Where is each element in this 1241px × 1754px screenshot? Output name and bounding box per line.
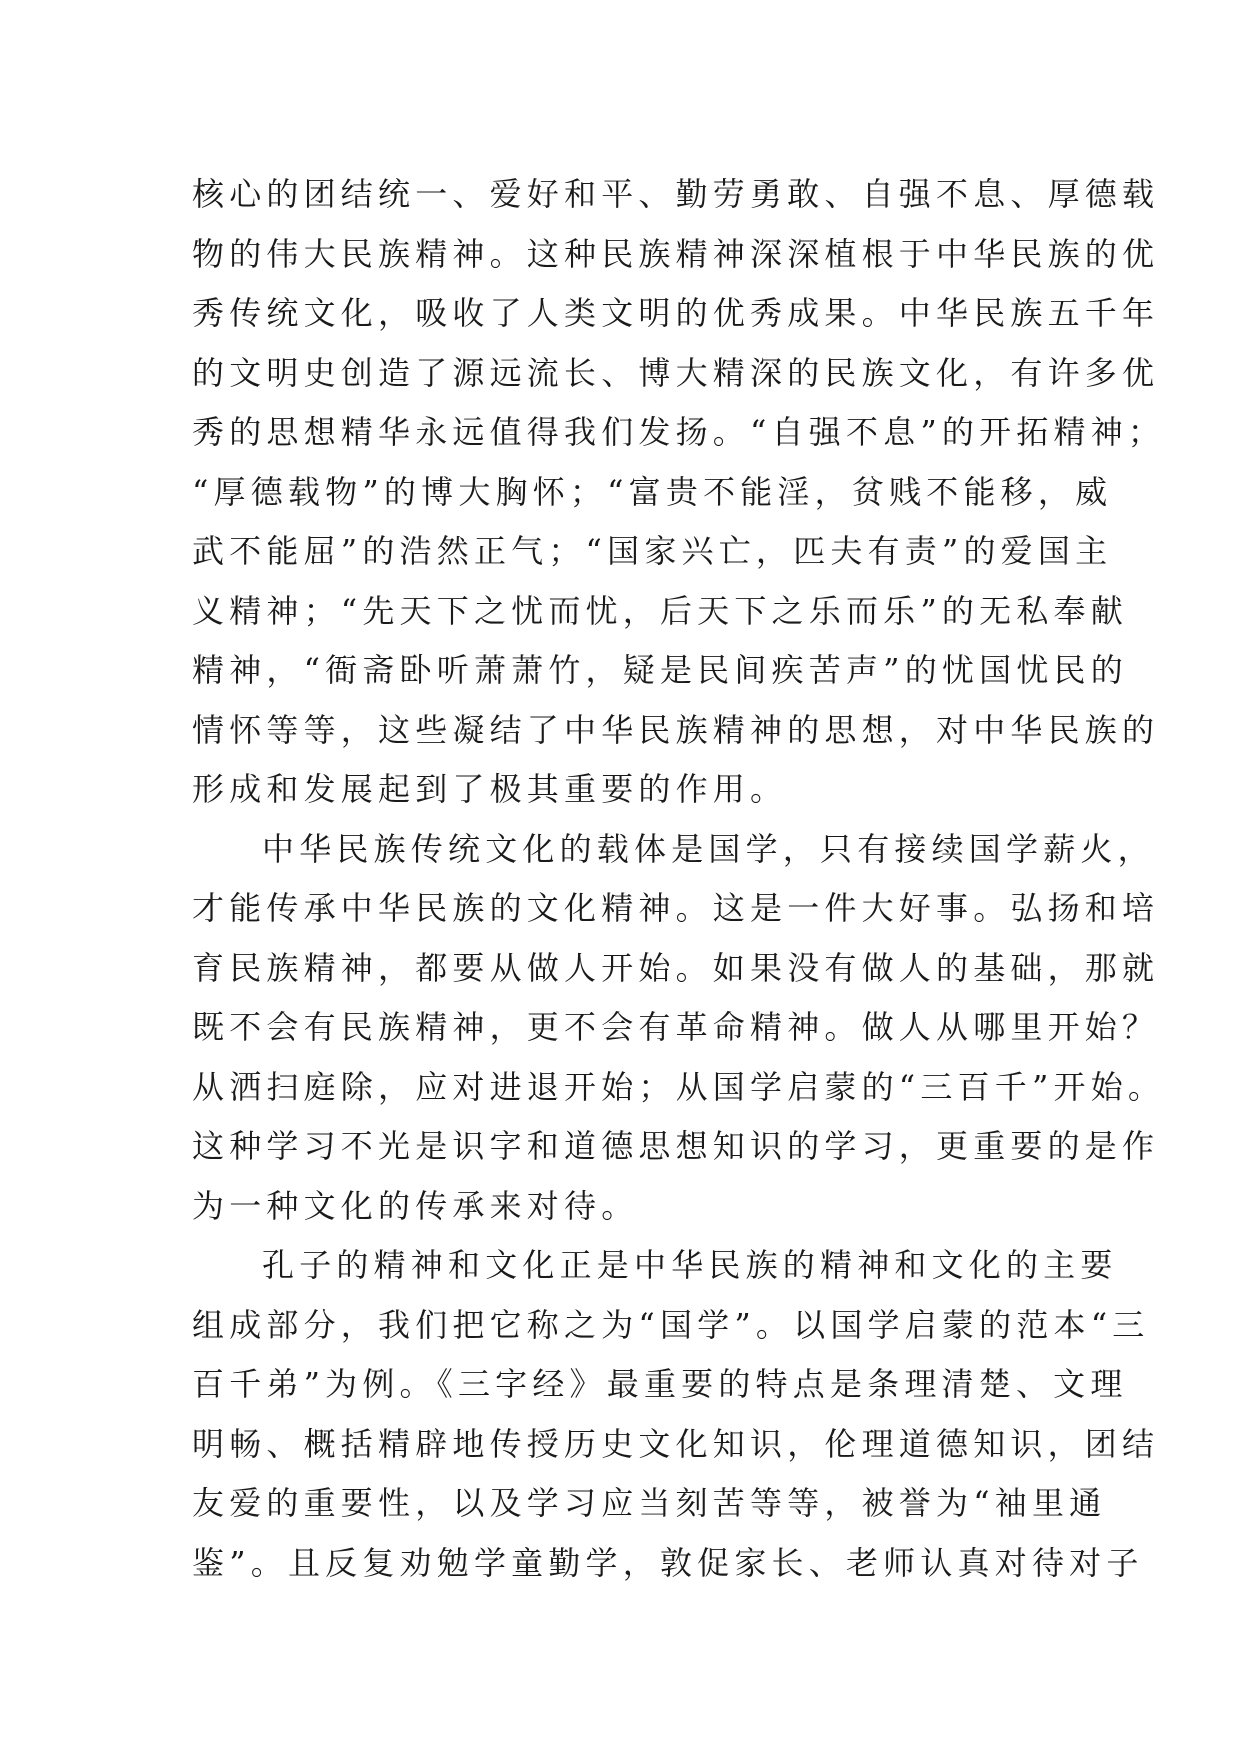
text-line: 友爱的重要性，以及学习应当刻苦等等，被誉为“袖里通: [192, 1484, 1107, 1522]
text-line: 义精神；“先天下之忧而忧，后天下之乐而乐”的无私奉献: [192, 591, 1128, 630]
text-line: 的文明史创造了源远流长、博大精深的民族文化，有许多优: [192, 353, 1160, 392]
text-line: 鉴”。且反复劝勉学童勤学，敦促家长、老师认真对待对子: [192, 1543, 1144, 1582]
text-line: 组成部分，我们把它称之为“国学”。以国学启蒙的范本“三: [192, 1305, 1150, 1344]
text-line: 既不会有民族精神，更不会有革命精神。做人从哪里开始？: [192, 1008, 1160, 1046]
text-line: 情怀等等，这些凝结了中华民族精神的思想，对中华民族的: [192, 710, 1160, 749]
paragraph-first-line: 中华民族传统文化的载体是国学，只有接续国学薪火，: [262, 829, 1155, 868]
text-line: 从洒扫庭除，应对进退开始；从国学启蒙的“三百千”开始。: [192, 1067, 1166, 1106]
text-line: 百千弟”为例。《三字经》最重要的特点是条理清楚、文理: [192, 1365, 1128, 1403]
paragraph-first-line: 孔子的精神和文化正是中华民族的精神和文化的主要: [262, 1246, 1118, 1284]
text-line: 为一种文化的传承来对待。: [192, 1186, 639, 1225]
text-line: 核心的团结统一、爱好和平、勤劳勇敢、自强不息、厚德载: [192, 175, 1160, 213]
text-line: 明畅、概括精辟地传授历史文化知识，伦理道德知识，团结: [192, 1424, 1160, 1463]
text-line: 育民族精神，都要从做人开始。如果没有做人的基础，那就: [192, 948, 1160, 987]
text-line: 物的伟大民族精神。这种民族精神深深植根于中华民族的优: [192, 234, 1160, 273]
text-line: 秀传统文化，吸收了人类文明的优秀成果。中华民族五千年: [192, 294, 1160, 332]
text-line: 秀的思想精华永远值得我们发扬。“自强不息”的开拓精神；: [192, 413, 1166, 451]
text-line: 这种学习不光是识字和道德思想知识的学习，更重要的是作: [192, 1127, 1160, 1165]
text-line: 才能传承中华民族的文化精神。这是一件大好事。弘扬和培: [192, 889, 1160, 927]
text-line: 武不能屈”的浩然正气；“国家兴亡，匹夫有责”的爱国主: [192, 532, 1113, 570]
text-line: 精神，“衙斋卧听萧萧竹，疑是民间疾苦声”的忧国忧民的: [192, 651, 1128, 689]
body-text: [192, 165, 1166, 1593]
text-line: 形成和发展起到了极其重要的作用。: [192, 770, 788, 808]
text-line: “厚德载物”的博大胸怀；“富贵不能淫，贫贱不能移，威: [192, 472, 1113, 511]
